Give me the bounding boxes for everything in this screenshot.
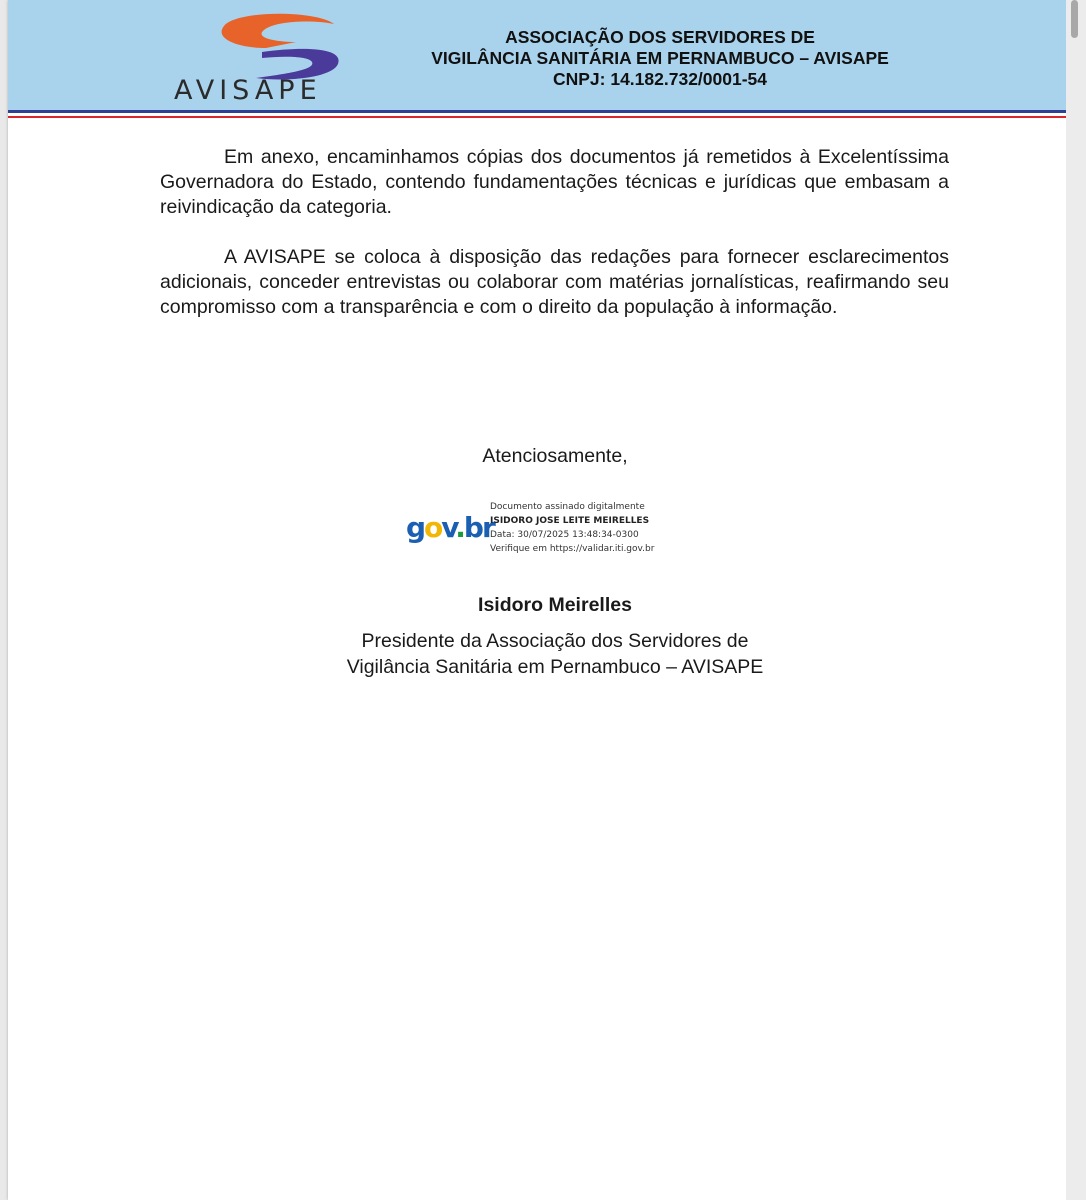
logo-wordmark: AVISAPE bbox=[174, 75, 322, 104]
signer-role-line-1: Presidente da Associação dos Servidores de bbox=[361, 630, 749, 652]
digital-signature-stamp bbox=[406, 498, 706, 560]
header-rule-blue bbox=[8, 110, 1066, 113]
paragraph-1: Em anexo, encaminhamos cópias dos documentos já remetidos à Excelentíssima Governadora do Estado, contendo fundamentações técnicas e jurídicas que embasam a reivindicação da categoria. bbox=[160, 146, 949, 218]
header-rule-red bbox=[8, 116, 1066, 118]
cnpj: CNPJ: 14.182.732/0001-54 bbox=[552, 69, 768, 89]
stamp-signer: ISIDORO JOSE LEITE MEIRELLES bbox=[490, 516, 650, 526]
govbr-logo: gov.br bbox=[406, 511, 494, 544]
vertical-scrollbar[interactable] bbox=[1066, 0, 1086, 1200]
letterhead-title bbox=[338, 27, 982, 90]
signer-role bbox=[8, 628, 1086, 680]
signer-role-line-2: Vigilância Sanitária em Pernambuco – AVISAPE bbox=[346, 656, 764, 678]
stamp-verify: Verifique em https://validar.iti.gov.br bbox=[490, 544, 655, 554]
letterhead bbox=[8, 0, 1066, 110]
signer-name: Isidoro Meirelles bbox=[478, 594, 632, 616]
stamp-heading: Documento assinado digitalmente bbox=[490, 502, 645, 512]
paragraph-2: A AVISAPE se coloca à disposição das redações para fornecer esclarecimentos adicionais, conceder entrevistas ou colaborar com matérias jornalísticas, reafirmando seu compromisso com a transparência e com o direito da população à informação. bbox=[160, 246, 949, 318]
title-line-1: ASSOCIAÇÃO DOS SERVIDORES DE bbox=[505, 27, 815, 47]
signature-details bbox=[490, 500, 654, 556]
scrollbar-thumb[interactable] bbox=[1071, 0, 1078, 38]
document-page bbox=[8, 0, 1066, 1200]
title-line-2: VIGILÂNCIA SANITÁRIA EM PERNAMBUCO – AVISAPE bbox=[431, 48, 889, 68]
closing-salutation: Atenciosamente, bbox=[482, 445, 628, 467]
letter-body bbox=[160, 145, 949, 345]
stamp-date: Data: 30/07/2025 13:48:34-0300 bbox=[490, 530, 639, 540]
